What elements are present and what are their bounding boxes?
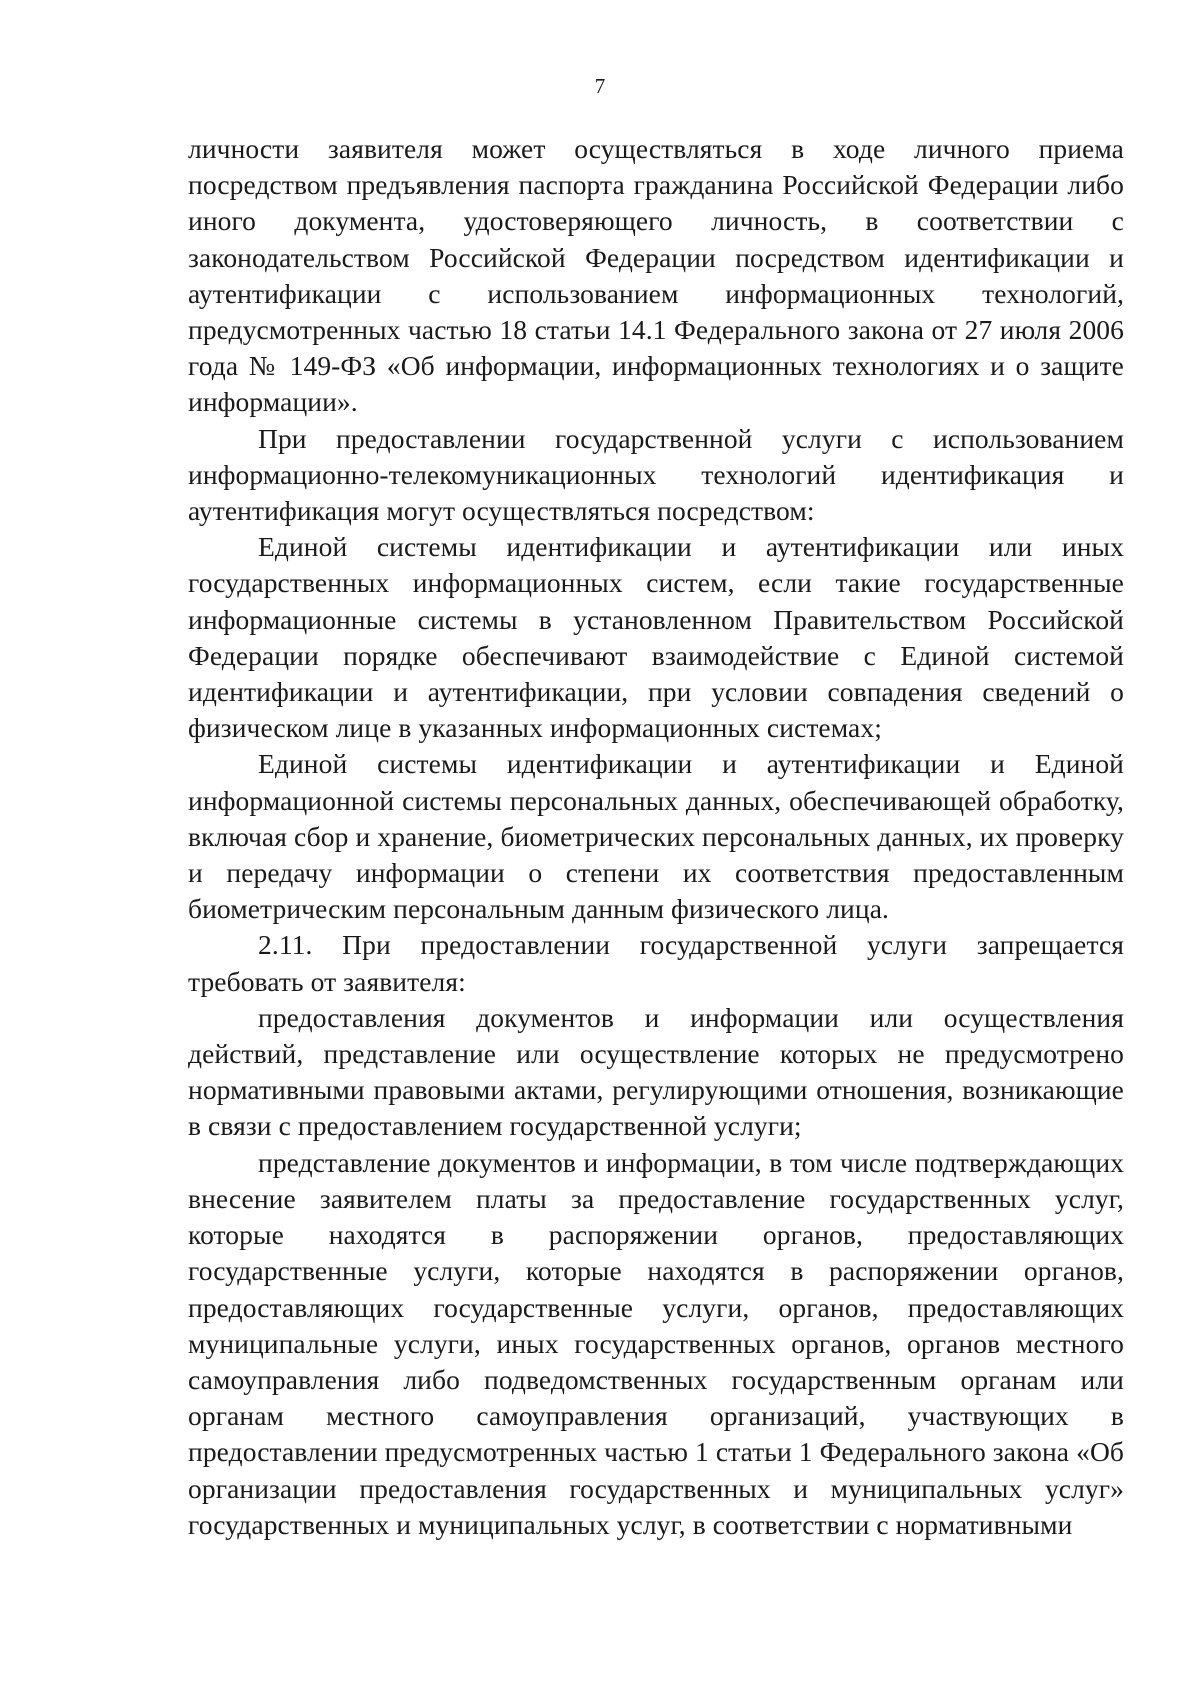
paragraph: представление документов и информации, в том числе подтверждающих внесение заявителем платы за предоставление государственных услуг, которые находятся в распоряжении органов, предоставляющих государственные услуги, которые находятся в распоряжении органов, предоставляющих государственные услуги, органов, предоставляющих муниципальные услуги, иных государственных органов, органов местного самоуправления либо подведомственных государственным органам или органам местного самоуправления организаций, участвующих в предоставлении предусмотренных частью 1 статьи 1 Федерального закона «Об организации предоставления государственных и муниципальных услуг» государственных и муниципальных услуг, в соответствии с нормативными (188, 1146, 1124, 1540)
page-number: 7 (594, 74, 606, 98)
paragraph: личности заявителя может осуществляться в ходе личного приема посредством предъявления паспорта гражданина Российской Федерации либо иного документа, удостоверяющего личность, в соответствии с законодательством Российской Федерации посредством идентификации и аутентификации с использованием информационных технологий, предусмотренных частью 18 статьи 14.1 Федерального закона от 27 июля 2006 года № 149-ФЗ «Об информации, информационных технологиях и о защите информации». (188, 133, 1124, 418)
paragraph: При предоставлении государственной услуги с использованием информационно-телекомуникационных технологий идентификация и аутентификация могут осуществляться посредством: (188, 422, 1124, 527)
paragraph: 2.11. При предоставлении государственной услуги запрещается требовать от заявителя: (188, 929, 1124, 997)
paragraph: предоставления документов и информации или осуществления действий, представление или осуществление которых не предусмотрено нормативными правовыми актами, регулирующими отношения, возникающие в связи с предоставлением государственной услуги; (188, 1001, 1124, 1142)
paragraph: Единой системы идентификации и аутентификации и Единой информационной системы персональных данных, обеспечивающей обработку, включая сбор и хранение, биометрических персональных данных, их проверку и передачу информации о степени их соответствия предоставленным биометрическим персональным данным физического лица. (188, 748, 1124, 925)
document-body (188, 131, 1124, 1543)
paragraph: Единой системы идентификации и аутентификации или иных государственных информационных систем, если такие государственные информационные системы в установленном Правительством Российской Федерации порядке обеспечивают взаимодействие с Единой системой идентификации и аутентификации, при условии совпадения сведений о физическом лице в указанных информационных системах; (188, 531, 1124, 744)
